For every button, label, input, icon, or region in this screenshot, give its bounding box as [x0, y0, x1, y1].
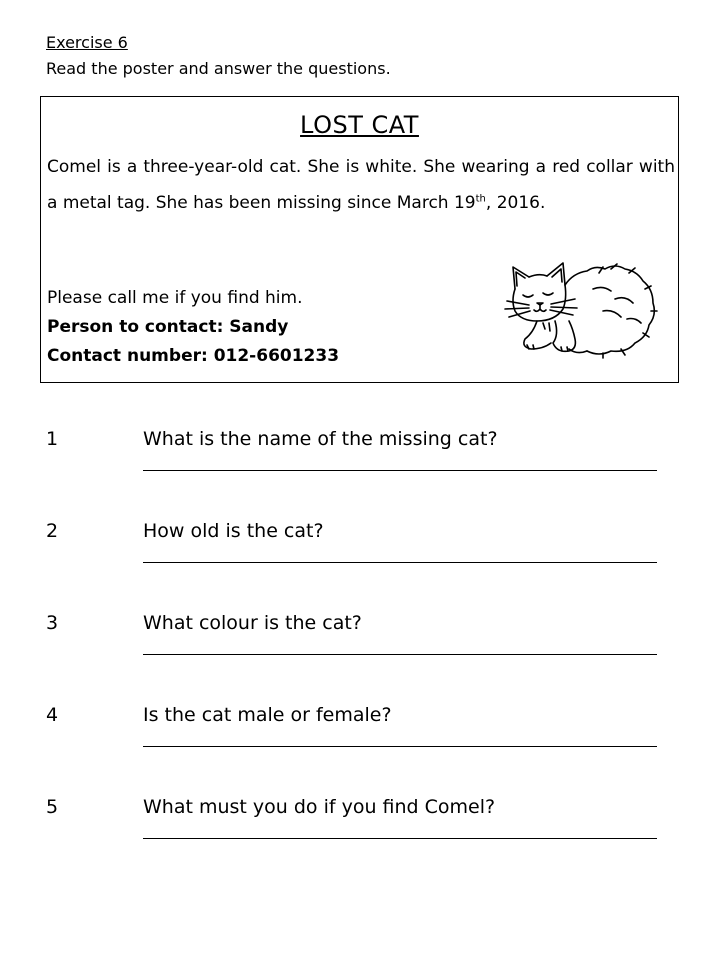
answer-line[interactable]: [143, 470, 657, 471]
answer-line[interactable]: [143, 562, 657, 563]
question-1: [0, 428, 720, 488]
worksheet-header: [46, 30, 391, 82]
question-text: Is the cat male or female?: [143, 704, 392, 726]
question-number: 2: [46, 520, 59, 542]
contact-number: Contact number: 012-6601233: [47, 346, 340, 366]
question-number: 3: [46, 612, 59, 634]
poster-contact: [47, 284, 339, 371]
call-request: Please call me if you find him.: [47, 288, 303, 308]
question-number: 5: [46, 796, 59, 818]
answer-line[interactable]: [143, 746, 657, 747]
question-text: What colour is the cat?: [143, 612, 362, 634]
answer-line[interactable]: [143, 838, 657, 839]
question-text: What must you do if you find Comel?: [143, 796, 496, 818]
question-text: What is the name of the missing cat?: [143, 428, 498, 450]
description-part1: Comel is a three-year-old cat. She is white. She wearing a red collar with a metal tag. She has been missing since March 19: [47, 157, 675, 213]
answer-line[interactable]: [143, 654, 657, 655]
poster-title: LOST CAT: [300, 111, 419, 139]
poster-description: [47, 149, 675, 221]
question-3: [0, 612, 720, 672]
description-part2: , 2016.: [485, 193, 546, 213]
sleeping-cat-icon: [503, 259, 659, 363]
question-text: How old is the cat?: [143, 520, 324, 542]
date-suffix: th: [475, 193, 486, 205]
question-4: [0, 704, 720, 764]
question-number: 4: [46, 704, 59, 726]
exercise-title: Exercise 6: [46, 33, 128, 52]
question-2: [0, 520, 720, 580]
instruction-text: Read the poster and answer the questions.: [46, 59, 391, 78]
lost-cat-poster: [40, 96, 679, 383]
question-5: [0, 796, 720, 856]
question-number: 1: [46, 428, 59, 450]
contact-person: Person to contact: Sandy: [47, 317, 289, 337]
